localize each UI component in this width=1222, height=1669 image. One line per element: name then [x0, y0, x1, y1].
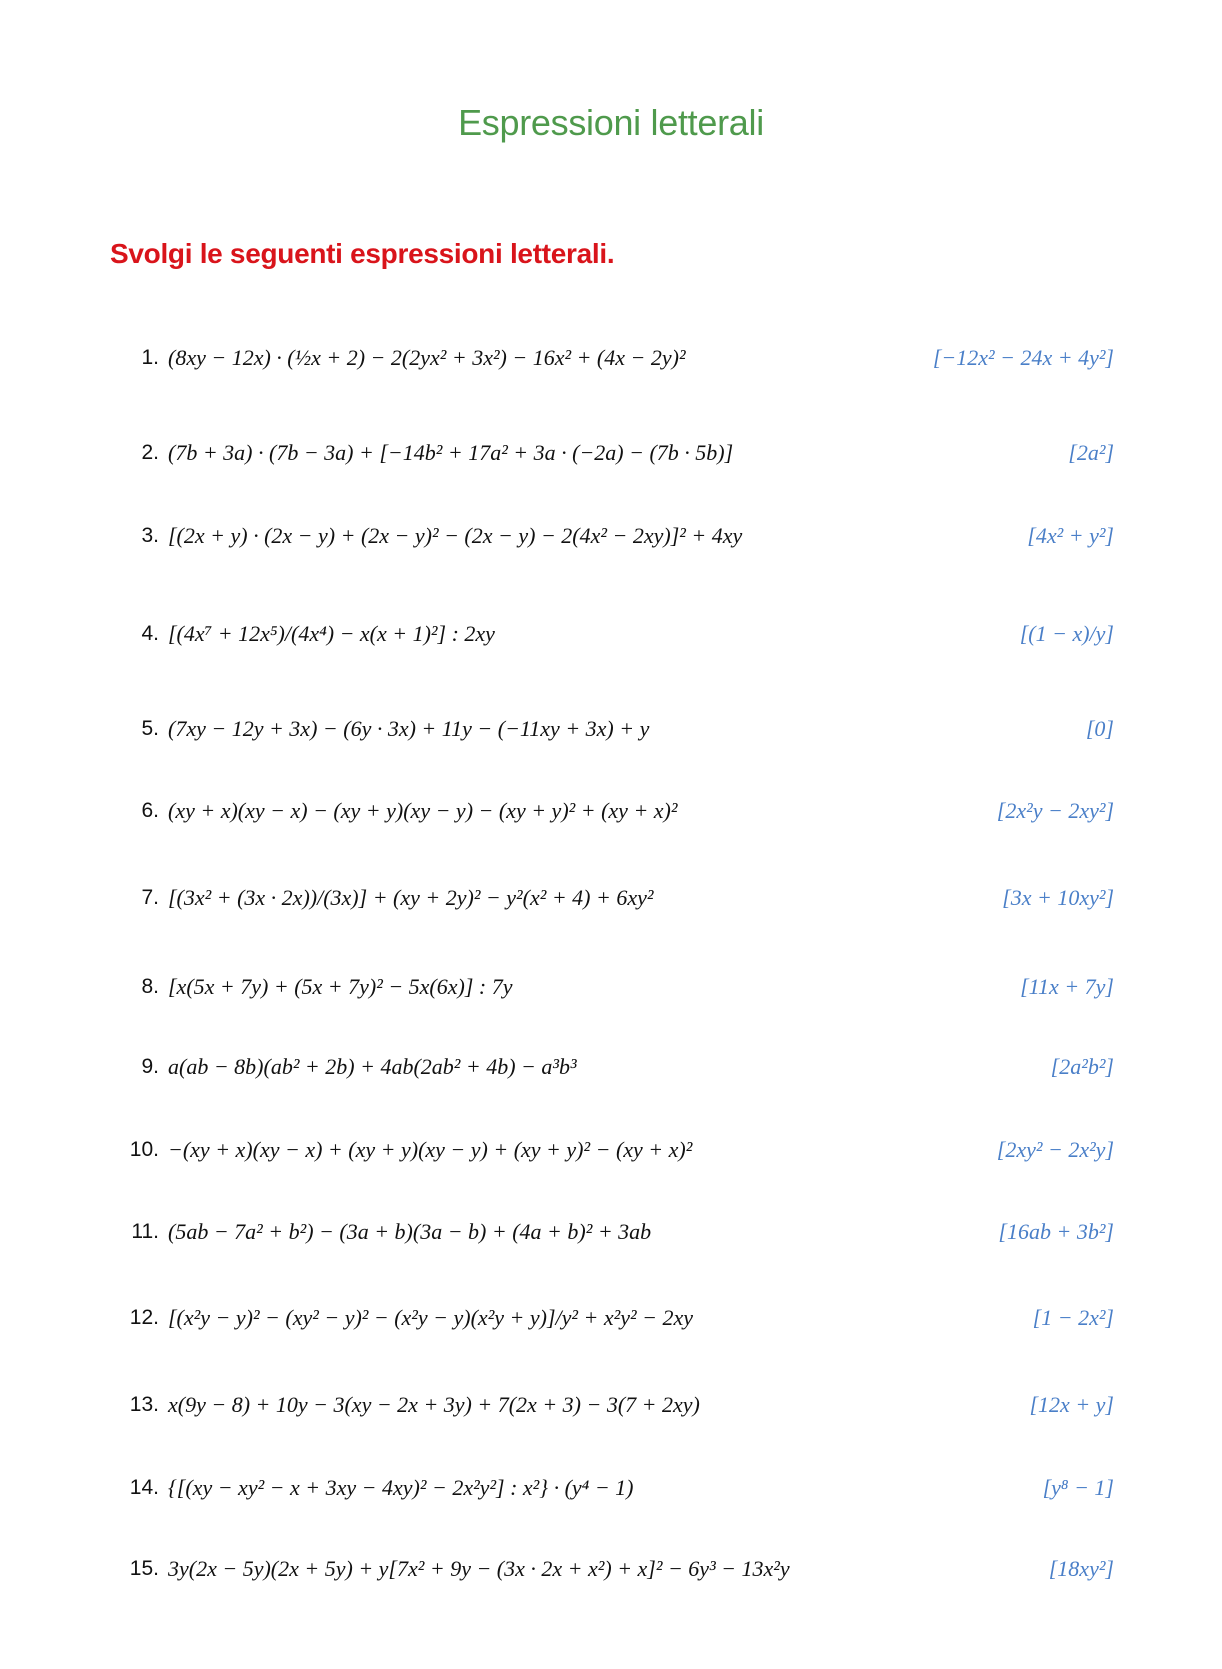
exercise-row: [0, 328, 1222, 388]
exercise-number: 13.: [129, 1393, 159, 1416]
exercise-row: [0, 1288, 1222, 1348]
exercise-row: [0, 1458, 1222, 1518]
exercise-answer: [18xy²]: [1048, 1556, 1114, 1581]
exercise-answer: [0]: [1085, 716, 1114, 741]
page-title: Espressioni letterali: [458, 102, 764, 143]
exercise-answer: [2xy² − 2x²y]: [996, 1137, 1114, 1162]
exercise-expression: −(xy + x)(xy − x) + (xy + y)(xy − y) + (xy + y)² − (xy + x)²: [168, 1137, 693, 1162]
exercise-number: 15.: [129, 1557, 159, 1580]
exercise-expression: [(x²y − y)² − (xy² − y)² − (x²y − y)(x²y + y)]/y² + x²y² − 2xy: [168, 1305, 693, 1330]
exercise-number: 11.: [131, 1220, 159, 1243]
exercise-row: [0, 1120, 1222, 1180]
exercise-expression: [x(5x + 7y) + (5x + 7y)² − 5x(6x)] : 7y: [168, 974, 513, 999]
exercise-expression: (5ab − 7a² + b²) − (3a + b)(3a − b) + (4a + b)² + 3ab: [168, 1219, 652, 1244]
exercise-expression: [(4x⁷ + 12x⁵)/(4x⁴) − x(x + 1)²] : 2xy: [168, 621, 495, 646]
exercise-expression: [(3x² + (3x · 2x))/(3x)] + (xy + 2y)² − y²(x² + 4) + 6xy²: [168, 885, 654, 910]
exercise-row: [0, 506, 1222, 566]
exercise-number: 3.: [141, 524, 159, 547]
exercise-number: 7.: [141, 886, 159, 909]
exercise-row: [0, 1375, 1222, 1435]
exercise-answer: [16ab + 3b²]: [998, 1219, 1114, 1244]
exercise-number: 8.: [141, 975, 159, 998]
exercise-expression: x(9y − 8) + 10y − 3(xy − 2x + 3y) + 7(2x + 3) − 3(7 + 2xy): [168, 1392, 700, 1417]
exercise-number: 5.: [141, 717, 159, 740]
exercise-expression: 3y(2x − 5y)(2x + 5y) + y[7x² + 9y − (3x · 2x + x²) + x]² − 6y³ − 13x²y: [168, 1556, 790, 1581]
exercise-expression: (7xy − 12y + 3x) − (6y · 3x) + 11y − (−11xy + 3x) + y: [168, 716, 650, 741]
exercise-number: 12.: [129, 1306, 159, 1329]
exercise-row: [0, 1539, 1222, 1599]
exercise-row: [0, 699, 1222, 759]
exercise-answer: [4x² + y²]: [1027, 523, 1114, 548]
exercise-row: [0, 781, 1222, 841]
exercise-number: 1.: [141, 346, 159, 369]
exercise-expression: (xy + x)(xy − x) − (xy + y)(xy − y) − (xy + y)² + (xy + x)²: [168, 798, 678, 823]
exercise-number: 14.: [129, 1476, 159, 1499]
exercise-answer: [11x + 7y]: [1020, 974, 1114, 999]
exercise-row: [0, 423, 1222, 483]
exercise-answer: [2a²]: [1068, 440, 1114, 465]
exercise-expression: [(2x + y) · (2x − y) + (2x − y)² − (2x − y) − 2(4x² − 2xy)]² + 4xy: [168, 523, 743, 548]
exercise-expression: (7b + 3a) · (7b − 3a) + [−14b² + 17a² + 3a · (−2a) − (7b · 5b)]: [168, 440, 734, 465]
exercise-answer: [(1 − x)/y]: [1019, 621, 1114, 646]
exercise-number: 10.: [129, 1138, 159, 1161]
exercise-number: 9.: [141, 1055, 159, 1078]
exercise-answer: [−12x² − 24x + 4y²]: [932, 345, 1114, 370]
exercise-answer: [12x + y]: [1029, 1392, 1114, 1417]
exercise-answer: [y⁸ − 1]: [1042, 1475, 1114, 1500]
exercise-answer: [2a²b²]: [1050, 1054, 1114, 1079]
exercise-number: 6.: [141, 799, 159, 822]
exercise-expression: {[(xy − xy² − x + 3xy − 4xy)² − 2x²y²] : x²} · (y⁴ − 1): [168, 1475, 634, 1500]
exercise-answer: [3x + 10xy²]: [1002, 885, 1114, 910]
exercise-expression: a(ab − 8b)(ab² + 2b) + 4ab(2ab² + 4b) − a³b³: [168, 1054, 577, 1079]
exercise-expression: (8xy − 12x) · (½x + 2) − 2(2yx² + 3x²) − 16x² + (4x − 2y)²: [168, 345, 686, 370]
exercise-row: [0, 604, 1222, 664]
exercise-number: 2.: [141, 441, 159, 464]
exercise-answer: [2x²y − 2xy²]: [996, 798, 1114, 823]
exercise-row: [0, 1202, 1222, 1262]
exercise-row: [0, 868, 1222, 928]
exercise-number: 4.: [141, 622, 159, 645]
exercise-row: [0, 1037, 1222, 1097]
exercise-answer: [1 − 2x²]: [1032, 1305, 1114, 1330]
exercise-row: [0, 957, 1222, 1017]
instruction-heading: Svolgi le seguenti espressioni letterali.: [110, 238, 615, 269]
